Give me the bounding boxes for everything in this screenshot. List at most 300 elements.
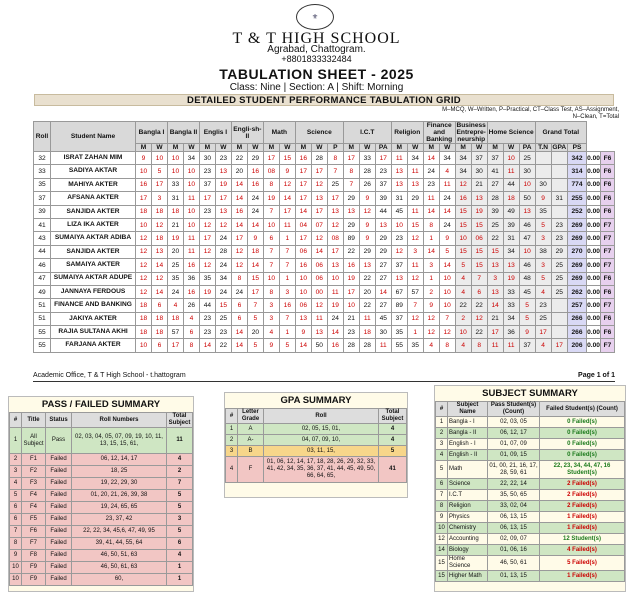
mark-cell: 11 [359, 312, 375, 325]
pass-fail-row [10, 562, 193, 574]
pf-cell-t: F3 [22, 478, 46, 490]
student-row [34, 326, 615, 339]
mark-cell: 14 [151, 285, 167, 298]
mark-cell: 14 [375, 285, 391, 298]
mark-cell: 3 [535, 259, 551, 272]
gpa-row [226, 424, 407, 435]
roll-cell: 55 [34, 339, 51, 352]
mark-cell: 10 [136, 218, 152, 231]
col-subject: Engli-sh- II [231, 122, 263, 144]
mark-cell: 7 [407, 299, 423, 312]
mark-cell: 14 [295, 205, 311, 218]
mark-cell: 6 [231, 299, 247, 312]
pf-cell-s: Failed [46, 562, 72, 574]
pf-cell-s: Failed [46, 574, 72, 586]
mark-cell: 17 [215, 192, 231, 205]
mark-cell: 89 [343, 232, 359, 245]
total-cell: 266 [567, 312, 586, 325]
pf-cell-r: 46, 50, 51, 63 [72, 550, 167, 562]
mark-cell: 39 [375, 192, 391, 205]
subject-cell-f: 1 Failed(s) [540, 523, 625, 534]
pf-cell-s: Failed [46, 538, 72, 550]
mark-cell: 22 [215, 339, 231, 352]
subject-cell-p: 01, 13, 15 [488, 571, 540, 582]
summary-col: Status [46, 413, 72, 428]
total-cell: 774 [567, 178, 586, 191]
mark-cell: 7 [279, 259, 295, 272]
mark-cell: 7 [247, 299, 263, 312]
mark-cell: 11 [407, 205, 423, 218]
mark-cell: 11 [375, 339, 391, 352]
mark-cell: 30 [375, 326, 391, 339]
mark-cell: 4 [423, 339, 439, 352]
mark-cell: 23 [199, 326, 215, 339]
pf-cell-n: 5 [10, 490, 22, 502]
subject-cell-n: 8 [436, 501, 448, 512]
mark-cell: 5 [439, 245, 455, 258]
mark-cell: 27 [487, 178, 503, 191]
col-part-w: W [279, 144, 295, 152]
mark-cell: 10 [295, 272, 311, 285]
mark-cell: 3 [263, 312, 279, 325]
mark-cell: 8 [263, 285, 279, 298]
pf-cell-c: 1 [167, 574, 193, 586]
mark-cell: 31 [391, 192, 407, 205]
mark-cell: 3 [263, 299, 279, 312]
subject-cell-f: 0 Failed(s) [540, 450, 625, 461]
student-name: MAHIYA AKTER [51, 178, 136, 191]
pf-cell-c: 1 [167, 562, 193, 574]
col-part-m: M [136, 144, 152, 152]
mark-cell: 29 [375, 245, 391, 258]
mark-cell: 15 [407, 218, 423, 231]
pass-fail-row [10, 428, 193, 454]
subject-cell-n: 15 [436, 571, 448, 582]
student-row [34, 165, 615, 178]
pass-fail-row [10, 502, 193, 514]
gpa-cell-c: 4 [379, 424, 407, 435]
mark-cell: 20 [247, 326, 263, 339]
col-subject: Englis I [199, 122, 231, 144]
mark-cell: 7 [439, 312, 455, 325]
status-cell: F6 [601, 205, 615, 218]
mark-cell: 45 [391, 205, 407, 218]
summary-header [226, 409, 407, 424]
mark-cell: 22 [487, 232, 503, 245]
mark-cell: 18 [167, 312, 183, 325]
mark-cell: 10 [295, 285, 311, 298]
mark-cell: 12 [136, 245, 152, 258]
subject-row [436, 523, 625, 534]
pass-fail-table [9, 412, 193, 586]
mark-cell: 14 [439, 205, 455, 218]
subject-cell-f: 0 Failed(s) [540, 439, 625, 450]
pass-fail-summary [8, 396, 194, 592]
subject-cell-f: 2 Failed(s) [540, 501, 625, 512]
mark-cell [551, 165, 567, 178]
mark-cell: 9 [247, 232, 263, 245]
mark-cell: 9 [423, 299, 439, 312]
mark-cell: 13 [327, 259, 343, 272]
mark-cell: 10 [263, 272, 279, 285]
mark-cell: 12 [136, 232, 152, 245]
mark-cell: 14 [231, 192, 247, 205]
mark-cell: 17 [375, 152, 391, 165]
mark-cell: 16 [455, 192, 471, 205]
mark-cell: 25 [535, 312, 551, 325]
legend-line-1: M–MCQ, W–Written, P–Practical, CT–Class Test, AS–Assignment, [442, 107, 619, 113]
mark-cell: 10 [263, 218, 279, 231]
mark-cell: 11 [487, 339, 503, 352]
col-subject: Bangla I [136, 122, 168, 144]
col-subject: Finance and Banking [423, 122, 455, 144]
pf-cell-n: 10 [10, 574, 22, 586]
pf-cell-s: Failed [46, 466, 72, 478]
mark-cell: 7 [279, 312, 295, 325]
mark-cell: 13 [215, 205, 231, 218]
student-row [34, 259, 615, 272]
subject-cell-p: 01, 06, 16 [488, 545, 540, 556]
mark-cell: 14 [231, 339, 247, 352]
mark-cell: 14 [311, 245, 327, 258]
mark-cell: 18 [151, 205, 167, 218]
mark-cell: 28 [359, 339, 375, 352]
pf-cell-s: Failed [46, 526, 72, 538]
mark-cell: 6 [471, 285, 487, 298]
mark-cell: 12 [407, 312, 423, 325]
col-part-m: M [167, 144, 183, 152]
status-cell: F7 [601, 218, 615, 231]
total-cell: 252 [567, 205, 586, 218]
gpa-row [226, 457, 407, 483]
mark-cell: 14 [487, 299, 503, 312]
total-cell: 269 [567, 259, 586, 272]
mark-cell: 7 [263, 245, 279, 258]
mark-cell: 13 [327, 205, 343, 218]
mark-cell: 25 [519, 152, 535, 165]
gpa-title: GPA SUMMARY [280, 395, 352, 406]
mark-cell: 17 [199, 192, 215, 205]
col-subject: Home Science [487, 122, 535, 144]
mark-cell: 17 [343, 285, 359, 298]
summary-col: Roll [264, 409, 379, 424]
gpa-cell-r: 01, 06, 12, 14, 17, 18, 28, 26, 29, 32, 33, 41, 42, 34, 35, 36, 37, 41, 44, 45, 49, 50, 66, 64, 65, [264, 457, 379, 483]
mark-cell: 55 [391, 339, 407, 352]
summary-col: Roll Numbers [72, 413, 167, 428]
pf-cell-n: 6 [10, 514, 22, 526]
total-cell: 255 [567, 192, 586, 205]
mark-cell: 25 [487, 218, 503, 231]
mark-cell: 11 [503, 165, 519, 178]
mark-cell: 12 [279, 178, 295, 191]
subject-cell-s: Science [448, 479, 488, 490]
mark-cell: 11 [183, 192, 199, 205]
mark-cell: 10 [136, 165, 152, 178]
gpa-cell: 0.00 [587, 178, 601, 191]
student-name: FARJANA AKTER [51, 339, 136, 352]
mark-cell: 5 [455, 259, 471, 272]
mark-cell: 5 [247, 339, 263, 352]
gpa-summary [224, 392, 408, 498]
mark-cell: 3 [407, 245, 423, 258]
col-part-m: M [455, 144, 471, 152]
pass-fail-row [10, 466, 193, 478]
mark-cell: 37 [391, 312, 407, 325]
mark-cell: 12 [231, 259, 247, 272]
mark-cell: 9 [359, 218, 375, 231]
mark-cell: 10 [327, 272, 343, 285]
mark-cell: 31 [503, 232, 519, 245]
gpa-row [226, 435, 407, 446]
mark-cell: 22 [231, 152, 247, 165]
mark-cell: 21 [167, 218, 183, 231]
col-part-m: M [391, 144, 407, 152]
roll-cell: 41 [34, 218, 51, 231]
gpa-cell: 0.00 [587, 218, 601, 231]
mark-cell: 19 [343, 272, 359, 285]
col-part-m: M [295, 144, 311, 152]
mark-cell: 8 [423, 218, 439, 231]
mark-cell: 22 [455, 299, 471, 312]
mark-cell: 8 [471, 339, 487, 352]
mark-cell: 33 [503, 299, 519, 312]
pf-cell-n: 9 [10, 550, 22, 562]
pf-cell-c: 6 [167, 538, 193, 550]
mark-cell: 12 [136, 285, 152, 298]
mark-cell: 13 [215, 165, 231, 178]
col-part-m: M [487, 144, 503, 152]
mark-cell: 12 [311, 299, 327, 312]
footer-page: Page 1 of 1 [578, 372, 615, 379]
mark-cell: 24 [231, 285, 247, 298]
mark-cell: 22 [471, 299, 487, 312]
mark-cell: 06 [311, 272, 327, 285]
student-row [34, 232, 615, 245]
mark-cell: 14 [279, 192, 295, 205]
page-footer [33, 372, 615, 382]
pf-cell-t: F7 [22, 538, 46, 550]
mark-cell: 19 [327, 299, 343, 312]
subject-cell-n: 6 [436, 479, 448, 490]
mark-cell: 13 [391, 165, 407, 178]
mark-cell: 4 [183, 312, 199, 325]
mark-cell: 25 [167, 259, 183, 272]
mark-cell: 46 [519, 259, 535, 272]
mark-cell: 10 [151, 152, 167, 165]
mark-cell: 23 [199, 312, 215, 325]
pf-cell-r: 06, 12, 14, 17 [72, 454, 167, 466]
mark-cell: 10 [519, 245, 535, 258]
pass-fail-row [10, 550, 193, 562]
mark-cell: 18 [136, 312, 152, 325]
mark-cell: 5 [535, 272, 551, 285]
mark-cell: 16 [279, 299, 295, 312]
class-line: Class: Nine | Section: A | Shift: Morning [229, 82, 404, 93]
mark-cell: 23 [215, 326, 231, 339]
student-row [34, 339, 615, 352]
mark-cell [551, 152, 567, 165]
gpa-cell-n: 1 [226, 424, 238, 435]
mark-cell: 14 [151, 259, 167, 272]
mark-cell: 11 [503, 339, 519, 352]
pf-cell-n: 1 [10, 428, 22, 454]
mark-cell: 15 [487, 245, 503, 258]
school-logo-icon: ⚜ [296, 4, 334, 30]
mark-cell: 45 [519, 285, 535, 298]
pf-cell-s: Failed [46, 454, 72, 466]
mark-cell: 34 [455, 152, 471, 165]
mark-cell: 17 [231, 232, 247, 245]
subject-cell-s: English - II [448, 450, 488, 461]
pf-cell-t: F9 [22, 574, 46, 586]
mark-cell: 00 [311, 285, 327, 298]
subject-row [436, 556, 625, 571]
mark-cell: 37 [519, 339, 535, 352]
subject-row [436, 450, 625, 461]
mark-cell: 10 [343, 299, 359, 312]
subject-row [436, 490, 625, 501]
student-row [34, 218, 615, 231]
col-part-w: W [439, 144, 455, 152]
pf-cell-n: 7 [10, 526, 22, 538]
mark-cell: 06 [311, 259, 327, 272]
mark-cell: 13 [359, 259, 375, 272]
mark-cell: 15 [471, 245, 487, 258]
mark-cell: 11 [279, 218, 295, 231]
subject-cell-p: 02, 03, 05 [488, 417, 540, 428]
total-cell: 269 [567, 218, 586, 231]
mark-cell: 12 [136, 259, 152, 272]
student-row [34, 152, 615, 165]
mark-cell: 11 [439, 178, 455, 191]
mark-cell: 19 [263, 192, 279, 205]
pf-cell-t: F6 [22, 526, 46, 538]
pass-fail-row [10, 574, 193, 586]
mark-cell: 29 [551, 245, 567, 258]
roll-cell: 47 [34, 272, 51, 285]
subject-cell-n: 3 [436, 439, 448, 450]
gpa-cell: 0.00 [587, 259, 601, 272]
mark-cell: 35 [407, 339, 423, 352]
mark-cell: 17 [295, 165, 311, 178]
mark-cell: 12 [151, 218, 167, 231]
mark-cell: 16 [295, 152, 311, 165]
mark-cell: 23 [551, 232, 567, 245]
subject-title: SUBJECT SUMMARY [482, 388, 578, 399]
mark-cell: 17 [311, 165, 327, 178]
subject-cell-f: 1 Failed(s) [540, 512, 625, 523]
gpa-cell: 0.00 [587, 205, 601, 218]
student-name: RAJIA SULTANA AKHI [51, 326, 136, 339]
mark-cell: 16 [136, 178, 152, 191]
gpa-cell: 0.00 [587, 299, 601, 312]
mark-cell: 3 [423, 259, 439, 272]
student-row [34, 192, 615, 205]
mark-cell: 11 [423, 192, 439, 205]
status-cell: F7 [601, 339, 615, 352]
total-cell: 266 [567, 326, 586, 339]
pass-fail-row [10, 490, 193, 502]
subject-cell-s: Accounting [448, 534, 488, 545]
mark-cell: 29 [407, 192, 423, 205]
mark-cell: 1 [279, 272, 295, 285]
pf-cell-c: 5 [167, 502, 193, 514]
student-name: SUMAIYA AKTAR ADIBA [51, 232, 136, 245]
mark-cell [551, 326, 567, 339]
subject-cell-p: 06, 12, 17 [488, 428, 540, 439]
pf-cell-c: 7 [167, 478, 193, 490]
subject-cell-f: 5 Failed(s) [540, 556, 625, 571]
pf-cell-n: 8 [10, 538, 22, 550]
gpa-cell-r: 03, 11, 15, [264, 446, 379, 457]
mark-cell: 16 [295, 259, 311, 272]
mark-cell: 15 [455, 205, 471, 218]
subject-cell-s: English - I [448, 439, 488, 450]
subject-cell-n: 14 [436, 545, 448, 556]
mark-cell: 20 [167, 245, 183, 258]
col-part-w: W [183, 144, 199, 152]
mark-cell: 10 [183, 165, 199, 178]
pf-cell-r: 39, 41, 44, 55, 64 [72, 538, 167, 550]
mark-cell: 13 [503, 259, 519, 272]
subject-cell-p: 02, 09, 07 [488, 534, 540, 545]
mark-cell: 24 [327, 312, 343, 325]
subject-row [436, 439, 625, 450]
mark-cell: 10 [455, 232, 471, 245]
pf-cell-r: 18, 25 [72, 466, 167, 478]
mark-cell: 25 [215, 312, 231, 325]
total-cell: 314 [567, 165, 586, 178]
pf-cell-t: F4 [22, 502, 46, 514]
mark-cell: 20 [231, 165, 247, 178]
status-cell: F6 [601, 178, 615, 191]
mark-cell: 10 [136, 339, 152, 352]
mark-cell: 17 [535, 326, 551, 339]
mark-cell: 21 [343, 312, 359, 325]
mark-cell: 18 [503, 192, 519, 205]
col-subject: I.C.T [343, 122, 391, 144]
mark-cell: 3 [535, 232, 551, 245]
school-name: T & T HIGH SCHOOL [232, 30, 401, 47]
mark-cell: 13 [487, 259, 503, 272]
subject-cell-f: 2 Failed(s) [540, 490, 625, 501]
subject-cell-p: 01, 07, 09 [488, 439, 540, 450]
mark-cell: 5 [519, 299, 535, 312]
summary-col: Pass Student(s) (Count) [488, 402, 540, 417]
student-row [34, 245, 615, 258]
mark-cell: 28 [215, 245, 231, 258]
mark-cell: 35 [167, 272, 183, 285]
pf-cell-c: 11 [167, 428, 193, 454]
mark-cell: 57 [167, 326, 183, 339]
mark-cell: 29 [343, 192, 359, 205]
mark-cell: 46 [519, 218, 535, 231]
mark-cell: 16 [231, 205, 247, 218]
mark-cell: 2 [423, 285, 439, 298]
status-cell: F7 [601, 299, 615, 312]
gpa-cell: 0.00 [587, 192, 601, 205]
col-part-m: M [343, 144, 359, 152]
pf-cell-n: 6 [10, 502, 22, 514]
mark-cell: 36 [183, 272, 199, 285]
mark-cell: 37 [375, 178, 391, 191]
mark-cell: 12 [423, 312, 439, 325]
mark-cell: 12 [199, 218, 215, 231]
mark-cell: 27 [375, 299, 391, 312]
student-name: ISRAT ZAHAN MIM [51, 152, 136, 165]
mark-cell: 24 [247, 205, 263, 218]
col-student-name: Student Name [51, 122, 136, 152]
